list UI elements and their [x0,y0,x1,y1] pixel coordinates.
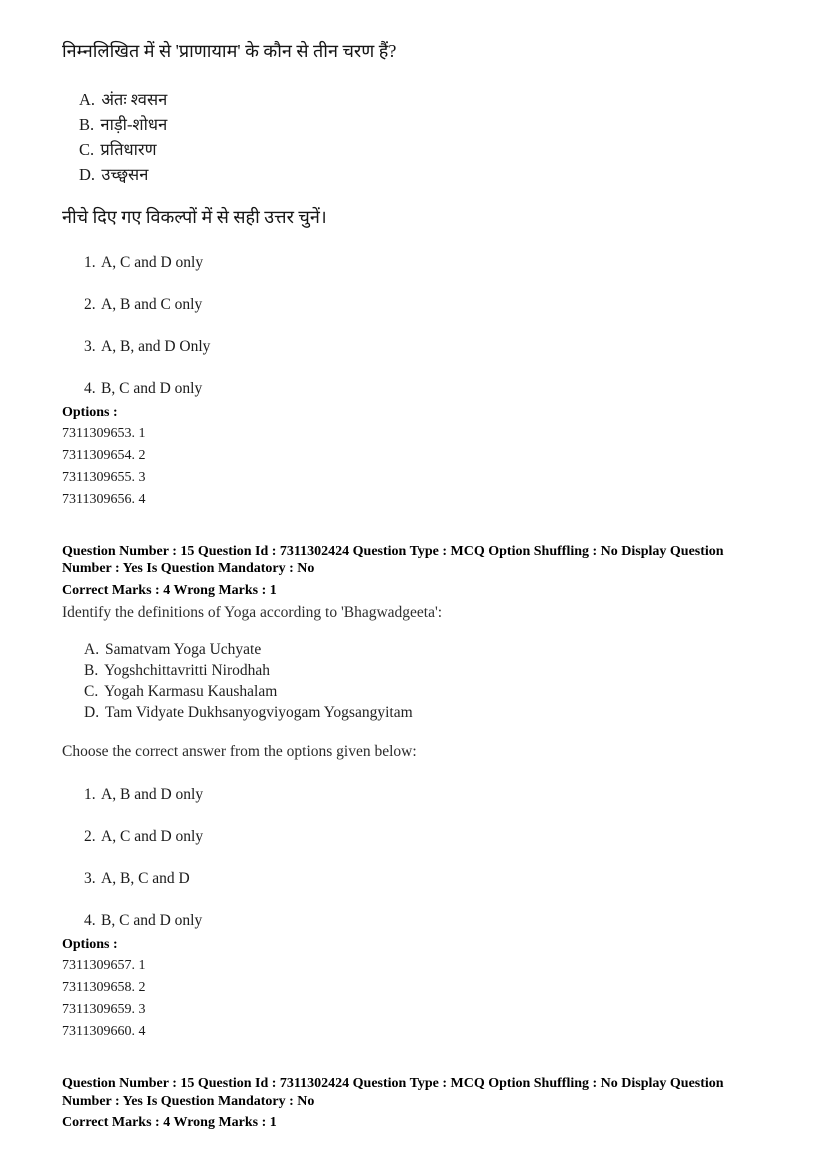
choice-list-english [84,785,766,930]
statement-label: C. [79,139,95,159]
statement-text: Yogah Karmasu Kaushalam [104,683,278,700]
metadata-marks: Correct Marks : 4 Wrong Marks : 1 [62,582,277,598]
choice-number: 1. [84,253,96,271]
statement-text: नाड़ी-शोधन [100,114,168,134]
statement-label: D. [79,164,96,184]
metadata-line: Number : Yes Is Question Mandatory : No [62,561,315,576]
statement-text: उच्छ्वसन [101,164,149,184]
choice-number: 2. [84,828,96,845]
choice-item [84,295,766,314]
choice-item [84,869,766,888]
statement-text: Yogshchittavritti Nirodhah [104,662,270,679]
question-metadata-block [62,1075,766,1132]
question-block-hindi [62,40,766,511]
choice-list-hindi [84,253,766,398]
metadata-line: Question Number : 15 Question Id : 7311302424 Question Type : MCQ Option Shuffling : No Display Question [62,543,724,559]
options-label: Options : [62,937,118,952]
choice-number: 3. [84,337,96,355]
choice-text: A, C and D only [101,253,204,271]
option-id: 7311309660. 4 [62,1024,146,1039]
statement-label: D. [84,704,100,721]
choice-item [84,911,766,930]
choice-number: 3. [84,870,96,887]
choice-text: A, B, C and D [101,870,190,887]
option-id: 7311309657. 1 [62,958,146,973]
statement-text: Samatvam Yoga Uchyate [104,641,262,658]
option-id: 7311309655. 3 [62,469,146,485]
option-id: 7311309658. 2 [62,980,146,995]
statement-label: C. [84,683,99,700]
statement-item [84,660,766,681]
choice-number: 1. [84,786,96,803]
statement-item [79,162,766,187]
metadata-line: Number : Yes Is Question Mandatory : No [62,1093,315,1109]
instruction-hindi: नीचे दिए गए विकल्पों में से सही उत्तर चुनें। [62,206,327,227]
question-metadata-block [62,543,766,600]
statement-text: Tam Vidyate Dukhsanyogviyogam Yogsangyitam [104,704,413,721]
statement-label: B. [84,662,99,679]
options-label: Options : [62,404,118,420]
option-id-list [62,423,766,511]
statement-item [79,87,766,112]
choice-number: 2. [84,295,96,313]
choice-item [84,253,766,272]
choice-number: 4. [84,912,96,929]
question-prompt-english: Identify the definitions of Yoga according to 'Bhagwadgeeta': [62,604,443,621]
instruction-english: Choose the correct answer from the options given below: [62,743,417,760]
choice-number: 4. [84,379,96,397]
statement-text: प्रतिधारण [100,139,157,159]
statement-item [79,112,766,137]
choice-text: A, B and D only [101,786,204,803]
statement-item [84,639,766,660]
choice-text: B, C and D only [101,379,203,397]
statement-label: B. [79,114,95,134]
metadata-line: Question Number : 15 Question Id : 7311302424 Question Type : MCQ Option Shuffling : No Display Question [62,1076,724,1091]
option-id: 7311309659. 3 [62,1002,146,1017]
statement-item [79,137,766,162]
statement-label: A. [84,641,100,658]
choice-text: B, C and D only [101,912,203,929]
question-block-english [62,604,766,1043]
option-id: 7311309653. 1 [62,425,146,441]
choice-item [84,785,766,804]
option-id: 7311309656. 4 [62,491,146,507]
choice-text: A, B and C only [101,295,203,313]
statement-list-english [84,639,766,723]
choice-item [84,337,766,356]
choice-text: A, C and D only [101,828,204,845]
statement-item [84,702,766,723]
statement-item [84,681,766,702]
question-prompt-hindi: निम्नलिखित में से 'प्राणायाम' के कौन से तीन चरण हैं? [62,41,397,61]
statement-text: अंतः श्वसन [101,89,168,109]
choice-item [84,379,766,398]
choice-item [84,827,766,846]
option-id-list [62,955,766,1043]
statement-list-hindi [79,87,766,187]
choice-text: A, B, and D Only [101,337,211,355]
statement-label: A. [79,89,96,109]
option-id: 7311309654. 2 [62,447,146,463]
metadata-marks: Correct Marks : 4 Wrong Marks : 1 [62,1115,277,1130]
